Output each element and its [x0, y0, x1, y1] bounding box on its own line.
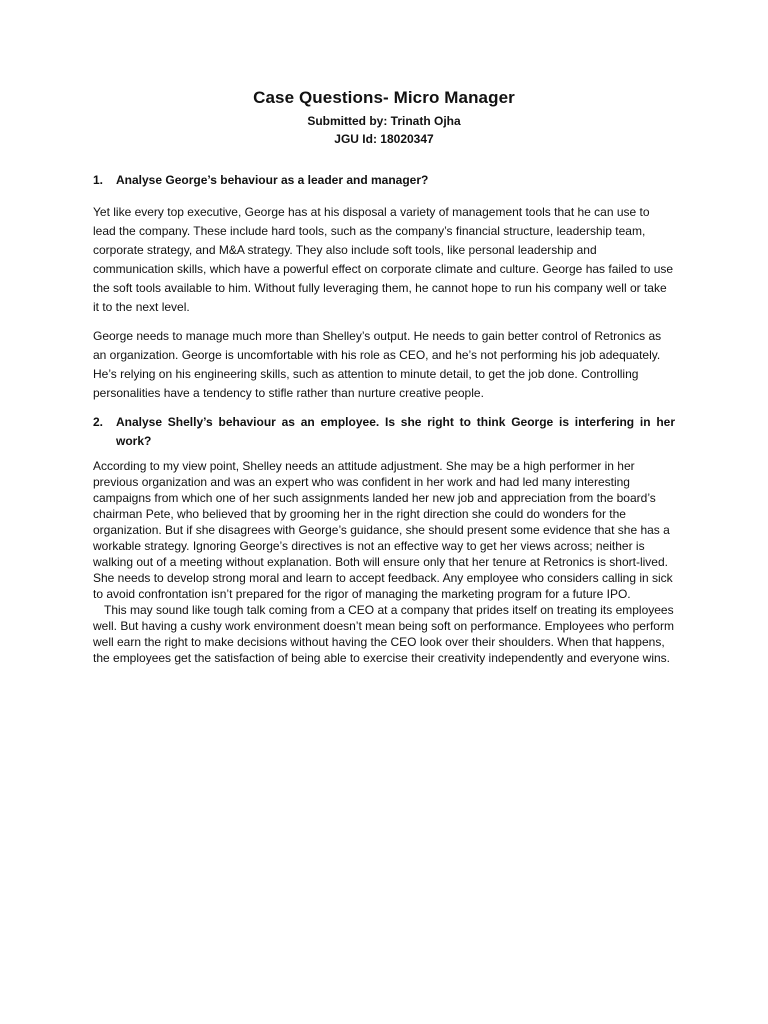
question-1: [93, 171, 675, 190]
submitted-by: Submitted by: Trinath Ojha: [307, 114, 461, 128]
question-1-number: 1.: [93, 173, 104, 187]
question-1-text: Analyse George’s behaviour as a leader and manager?: [116, 173, 429, 187]
answer-2-paragraph-2: This may sound like tough talk coming from a CEO at a company that prides itself on treating its employees well. But having a cushy work environment doesn’t mean being soft on performance. Employees who perform well earn the right to make decisions without having the CEO look over their shoulders. When that happens, the employees get the satisfaction of being able to exercise their creativity independently and everyone wins.: [93, 603, 674, 665]
question-2-text: Analyse Shelly’s behaviour as an employee. Is she right to think George is interfering in her work?: [116, 415, 675, 448]
question-2-number: 2.: [93, 415, 104, 429]
question-2: [93, 413, 675, 451]
document-title: Case Questions- Micro Manager: [253, 88, 515, 107]
answer-2-paragraph-1: According to my view point, Shelley needs an attitude adjustment. She may be a high performer in her previous organization and was an expert who was confident in her work and had led many interesting campaigns from which one of her such assignments landed her new job and appreciation from the board’s chairman Pete, who believed that by grooming her in the right direction she could do wonders for the organization. But if she disagrees with George’s guidance, she should present some evidence that she has a workable strategy. Ignoring George’s directives is not an effective way to get her views across; neither is walking out of a meeting without explanation. Both will ensure only that her tenure at Retronics is short-lived. She needs to develop strong moral and learn to accept feedback. Any employee who considers calling in sick to avoid confrontation isn’t prepared for the rigor of managing the marketing program for a future IPO.: [93, 459, 673, 601]
document-page: [93, 88, 675, 666]
jgu-id: JGU Id: 18020347: [334, 132, 434, 146]
answer-1-paragraph-1: Yet like every top executive, George has at his disposal a variety of management tools that he can use to lead the company. These include hard tools, such as the company’s financial structure, leadership team, corporate strategy, and M&A strategy. They also include soft tools, like personal leadership and communication skills, which have a powerful effect on corporate climate and culture. George has failed to use the soft tools available to him. Without fully leveraging them, he cannot hope to run his company well or take it to the next level.: [93, 205, 674, 314]
answer-1-paragraph-2: George needs to manage much more than Shelley’s output. He needs to gain better control of Retronics as an organization. George is uncomfortable with his role as CEO, and he’s not performing his job adequately. He’s relying on his engineering skills, such as attention to minute detail, to get the job done. Controlling personalities have a tendency to stifle rather than nurture creative people.: [93, 329, 662, 400]
